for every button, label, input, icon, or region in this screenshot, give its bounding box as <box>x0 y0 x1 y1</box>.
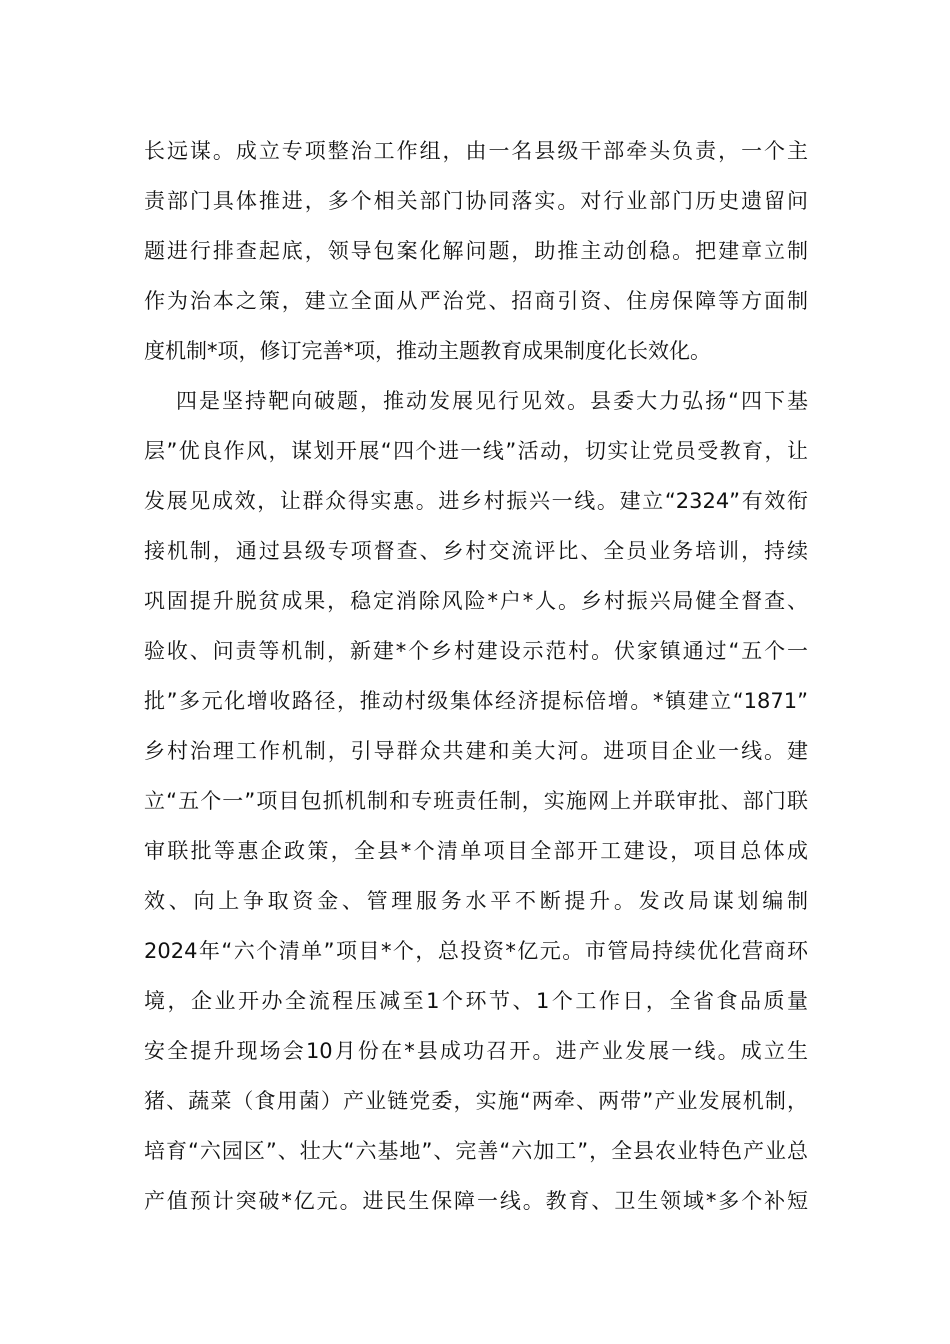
text-line: 审联批等惠企政策，全县*个清单项目全部开工建设，项目总体成 <box>144 839 808 863</box>
text-line: 猪、蔬菜（食用菌）产业链党委，实施“两牵、两带”产业发展机制， <box>144 1089 808 1113</box>
text-line: 乡村治理工作机制，引导群众共建和美大河。进项目企业一线。建 <box>144 739 808 763</box>
text-line: 责部门具体推进，多个相关部门协同落实。对行业部门历史遗留问 <box>144 189 808 213</box>
text-line: 2024年“六个清单”项目*个，总投资*亿元。市管局持续优化营商环 <box>144 939 808 963</box>
text-line: 验收、问责等机制，新建*个乡村建设示范村。伏家镇通过“五个一 <box>144 639 808 663</box>
text-line: 题进行排查起底，领导包案化解问题，助推主动创稳。把建章立制 <box>144 239 808 263</box>
text-line: 巩固提升脱贫成果，稳定消除风险*户*人。乡村振兴局健全督查、 <box>144 589 808 613</box>
text-line: 立“五个一”项目包抓机制和专班责任制，实施网上并联审批、部门联 <box>144 789 808 813</box>
text-line: 接机制，通过县级专项督查、乡村交流评比、全员业务培训，持续 <box>144 539 808 563</box>
text-line: 度机制*项，修订完善*项，推动主题教育成果制度化长效化。 <box>144 339 711 363</box>
text-line: 四是坚持靶向破题，推动发展见行见效。县委大力弘扬“四下基 <box>176 389 808 413</box>
text-line: 境，企业开办全流程压减至1个环节、1个工作日，全省食品质量 <box>144 989 808 1013</box>
text-line: 安全提升现场会10月份在*县成功召开。进产业发展一线。成立生 <box>144 1039 808 1063</box>
text-line: 作为治本之策，建立全面从严治党、招商引资、住房保障等方面制 <box>144 289 808 313</box>
text-line: 产值预计突破*亿元。进民生保障一线。教育、卫生领域*多个补短 <box>144 1189 808 1213</box>
text-line: 效、向上争取资金、管理服务水平不断提升。发改局谋划编制 <box>144 889 808 913</box>
text-line: 培育“六园区”、壮大“六基地”、完善“六加工”，全县农业特色产业总 <box>144 1139 808 1163</box>
body-text <box>144 126 808 1226</box>
text-line: 批”多元化增收路径，推动村级集体经济提标倍增。*镇建立“1871” <box>144 689 808 713</box>
text-line: 长远谋。成立专项整治工作组，由一名县级干部牵头负责，一个主 <box>144 139 808 163</box>
text-line: 发展见成效，让群众得实惠。进乡村振兴一线。建立“2324”有效衔 <box>144 489 808 513</box>
text-line: 层”优良作风，谋划开展“四个进一线”活动，切实让党员受教育，让 <box>144 439 808 463</box>
